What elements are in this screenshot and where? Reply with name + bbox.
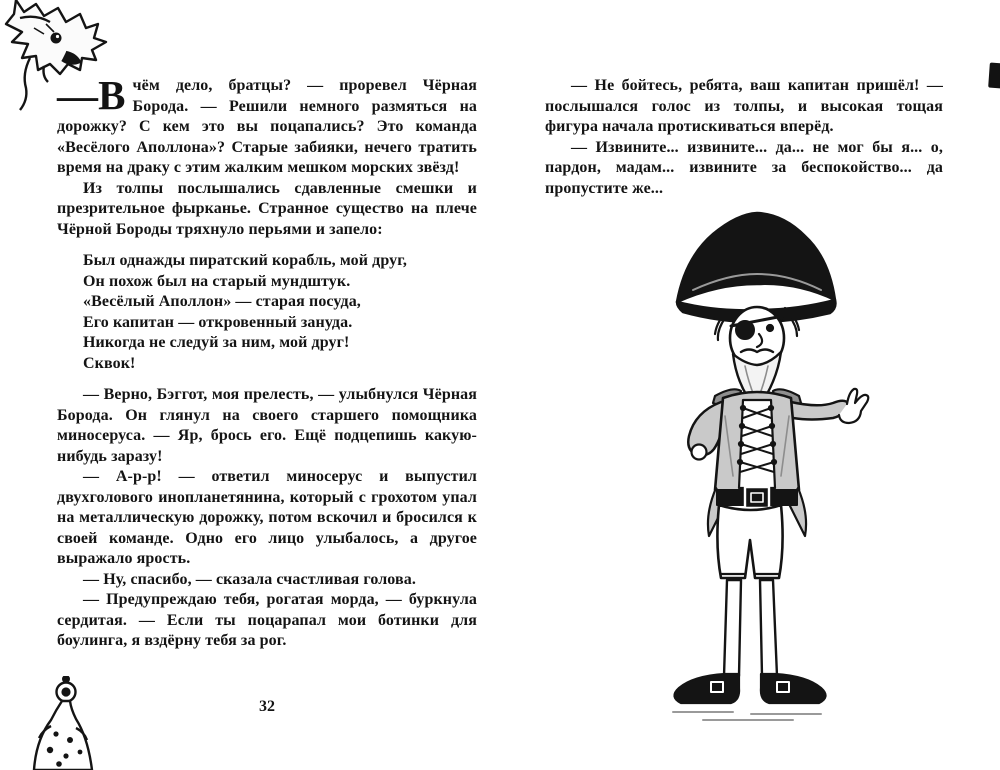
paragraph: — А-р-р! — ответил миносерус и выпустил двухголового инопланетянина, который с грохотом упал на металлическую дорожку, потом вскочил и бросился к своей команде. Одно его лицо улыбалось, а другое выражало ярость. (57, 468, 477, 567)
paragraph-text: чём дело, братцы? — проревел Чёрная Борода. — Решили немного размяться на дорожку? С кем это вы поцапались? Это команда «Весёлого Аполлона»? Старые забияки, нечего тратить время на драку с этим жалким мешком морских звёзд! (57, 77, 477, 176)
paragraph: — Извините... извините... да... не мог бы я... о, пардон, мадам... извините за беспокойство... да пропустите же... (545, 138, 943, 197)
poem-line: Никогда не следуй за ним, мой друг! (83, 334, 350, 351)
poem-line: «Весёлый Аполлон» — старая посуда, (83, 293, 361, 310)
page-number: 32 (259, 698, 275, 715)
page-edge-mark (988, 63, 1000, 89)
poem-line: Он похож был на старый мундштук. (83, 272, 351, 290)
paragraph: — Верно, Бэггот, моя прелесть, — улыбнулся Чёрная Борода. Он глянул на своего старшего помощника миносеруса. — Яр, брось его. Ещё подцепишь какую-нибудь заразу! (57, 386, 477, 465)
poem-line: Был однажды пиратский корабль, мой друг, (83, 252, 407, 269)
poem-line: Его капитан — откровенный зануда. (83, 313, 353, 331)
paragraph: — Ну, спасибо, — сказала счастливая голова. (83, 570, 416, 588)
one-eyed-snail-alien-illustration (26, 676, 114, 770)
paragraph: — Предупреждаю тебя, рогатая морда, — буркнула сердитая. — Если ты поцарапал мои ботинки для боулинга, я вздёрну тебя за рог. (57, 591, 477, 649)
paragraph: — Не бойтесь, ребята, ваш капитан пришёл! — послышался голос из толпы, и высокая тощая фигура начала протискиваться вперёд. (545, 77, 943, 135)
pirate-song (83, 251, 477, 374)
paragraph: Из толпы послышались сдавленные смешки и презрительное фырканье. Странное существо на плече Чёрной Бороды тряхнуло перьями и запело: (57, 179, 477, 238)
paragraph (57, 72, 477, 179)
left-page-text (57, 72, 477, 652)
right-page-text (545, 76, 943, 199)
drop-cap: —В (57, 72, 126, 118)
poem-line: Сквок! (83, 354, 136, 372)
tall-thin-pirate-captain-illustration (633, 206, 885, 740)
